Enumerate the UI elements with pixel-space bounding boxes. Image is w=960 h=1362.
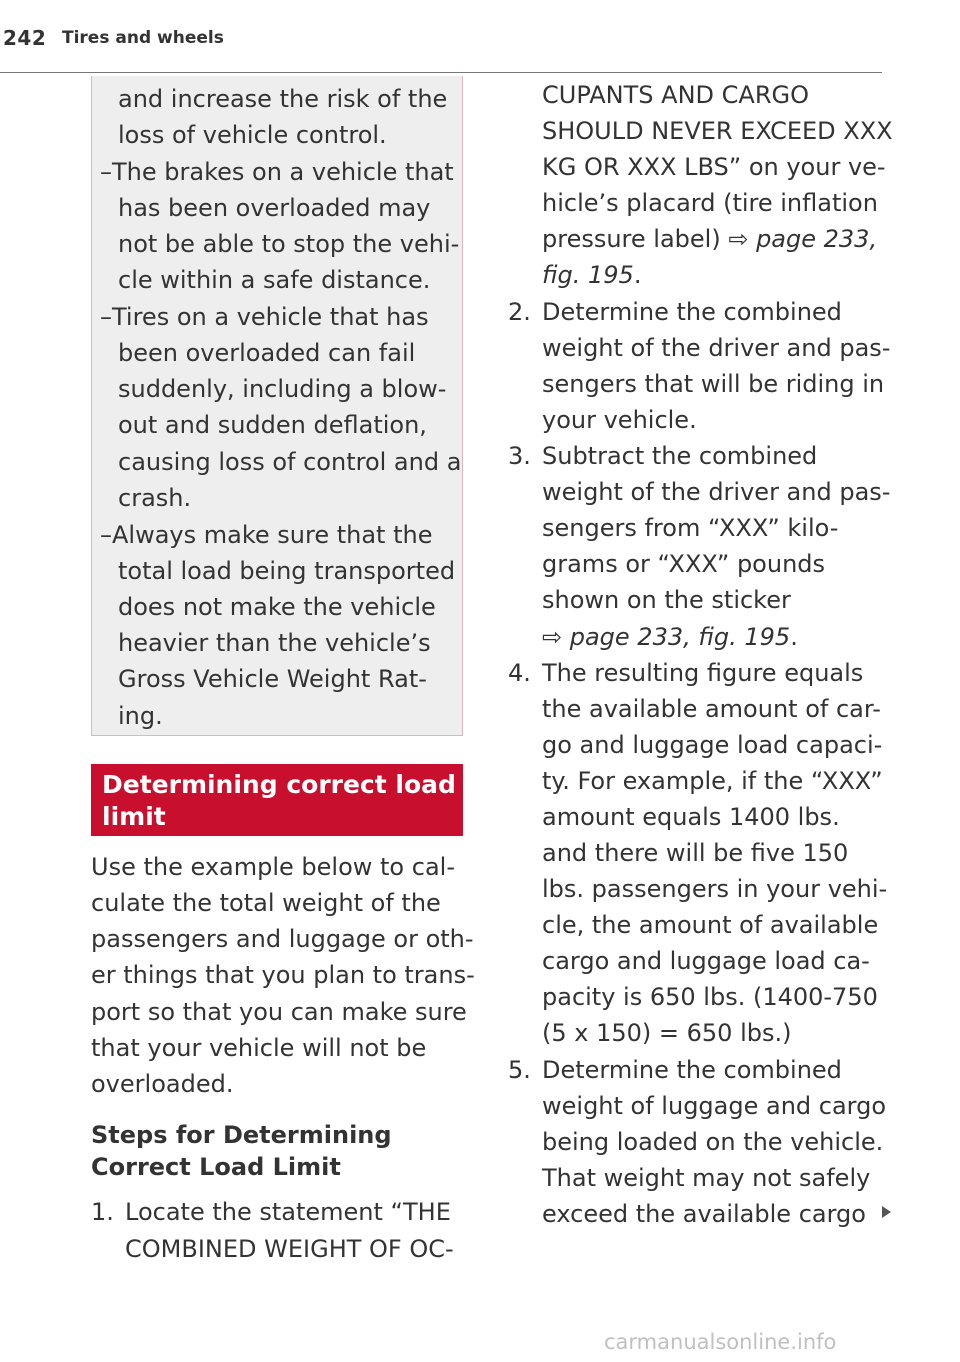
- step-line: weight of the driver and pas-: [542, 334, 891, 362]
- warning-line: and increase the risk of the: [118, 85, 448, 113]
- step-line: and there will be five 150: [542, 839, 849, 867]
- step-line: cargo and luggage load ca-: [542, 947, 870, 975]
- page-ref-link[interactable]: ⇨ page 233,: [728, 225, 878, 253]
- step-number: 4.: [508, 659, 531, 687]
- warning-line: has been overloaded may: [118, 194, 431, 222]
- warning-line: –Always make sure that the: [100, 521, 433, 549]
- heading-line: limit: [102, 802, 166, 831]
- step-line: lbs. passengers in your vehi-: [542, 875, 888, 903]
- intro-line: that your vehicle will not be: [91, 1034, 427, 1062]
- page-header: [0, 22, 960, 52]
- step-number: 3.: [508, 442, 531, 470]
- warning-line: crash.: [118, 484, 192, 512]
- watermark: carmanualsonline.info: [604, 1330, 837, 1354]
- step-line: the available amount of car-: [542, 695, 881, 723]
- step-line: The resulting figure equals: [542, 659, 864, 687]
- step-line: CUPANTS AND CARGO: [542, 81, 809, 109]
- warning-line: loss of vehicle control.: [118, 121, 387, 149]
- step-line: Subtract the combined: [542, 442, 818, 470]
- intro-line: overloaded.: [91, 1070, 234, 1098]
- header-rule: [0, 72, 882, 73]
- step-line: grams or “XXX” pounds: [542, 550, 826, 578]
- step-line: amount equals 1400 lbs.: [542, 803, 840, 831]
- warning-line: total load being transported: [118, 557, 456, 585]
- warning-line: does not make the vehicle: [118, 593, 436, 621]
- step-line: shown on the sticker: [542, 586, 791, 614]
- warning-line: suddenly, including a blow-: [118, 375, 447, 403]
- intro-line: er things that you plan to trans-: [91, 961, 475, 989]
- heading-line: Determining correct load: [102, 770, 456, 799]
- warning-line: heavier than the vehicle’s: [118, 629, 431, 657]
- subheading-line: Correct Load Limit: [91, 1153, 341, 1181]
- step-number: 1.: [91, 1198, 114, 1226]
- step-line: cle, the amount of available: [542, 911, 879, 939]
- intro-line: port so that you can make sure: [91, 998, 467, 1026]
- step-line: SHOULD NEVER EXCEED XXX: [542, 117, 893, 145]
- step-line: fig. 195.: [542, 261, 642, 289]
- continue-arrow-icon: [882, 1206, 891, 1218]
- intro-line: passengers and luggage or oth-: [91, 925, 474, 953]
- step-line: your vehicle.: [542, 406, 697, 434]
- section-heading: [91, 764, 463, 836]
- warning-line: Gross Vehicle Weight Rat-: [118, 665, 427, 693]
- step-line: COMBINED WEIGHT OF OC-: [125, 1235, 454, 1263]
- warning-line: –Tires on a vehicle that has: [100, 303, 429, 331]
- intro-line: Use the example below to cal-: [91, 853, 455, 881]
- section-title: Tires and wheels: [62, 28, 224, 48]
- warning-line: ing.: [118, 702, 163, 730]
- page-ref-link[interactable]: fig. 195: [542, 261, 634, 289]
- warning-line: –The brakes on a vehicle that: [100, 158, 454, 186]
- step-line: (5 x 150) = 650 lbs.): [542, 1019, 792, 1047]
- step-line: sengers from “XXX” kilo-: [542, 514, 839, 542]
- warning-line: causing loss of control and a: [118, 448, 462, 476]
- step-line: exceed the available cargo: [542, 1200, 866, 1228]
- step-line: ty. For example, if the “XXX”: [542, 767, 883, 795]
- step-line: Determine the combined: [542, 298, 842, 326]
- step-line: hicle’s placard (tire inflation: [542, 189, 878, 217]
- step-line: go and luggage load capaci-: [542, 731, 883, 759]
- step-line: That weight may not safely: [542, 1164, 871, 1192]
- step-line: KG OR XXX LBS” on your ve-: [542, 153, 886, 181]
- step-number: 2.: [508, 298, 531, 326]
- page-number: 242: [3, 26, 47, 50]
- intro-line: culate the total weight of the: [91, 889, 441, 917]
- page-ref-link[interactable]: ⇨ page 233, fig. 195: [542, 623, 791, 651]
- step-line: pressure label) ⇨ page 233,: [542, 225, 878, 253]
- step-line: ⇨ page 233, fig. 195.: [542, 623, 798, 651]
- step-line: Determine the combined: [542, 1056, 842, 1084]
- step-line: sengers that will be riding in: [542, 370, 885, 398]
- step-line: being loaded on the vehicle.: [542, 1128, 884, 1156]
- warning-line: been overloaded can fail: [118, 339, 416, 367]
- subheading-line: Steps for Determining: [91, 1121, 392, 1149]
- warning-line: out and sudden deflation,: [118, 411, 427, 439]
- warning-line: cle within a safe distance.: [118, 266, 431, 294]
- step-line: Locate the statement “THE: [125, 1198, 451, 1226]
- step-line: pacity is 650 lbs. (1400-750: [542, 983, 878, 1011]
- step-number: 5.: [508, 1056, 531, 1084]
- warning-line: not be able to stop the vehi-: [118, 230, 460, 258]
- step-line: weight of the driver and pas-: [542, 478, 891, 506]
- step-line: weight of luggage and cargo: [542, 1092, 887, 1120]
